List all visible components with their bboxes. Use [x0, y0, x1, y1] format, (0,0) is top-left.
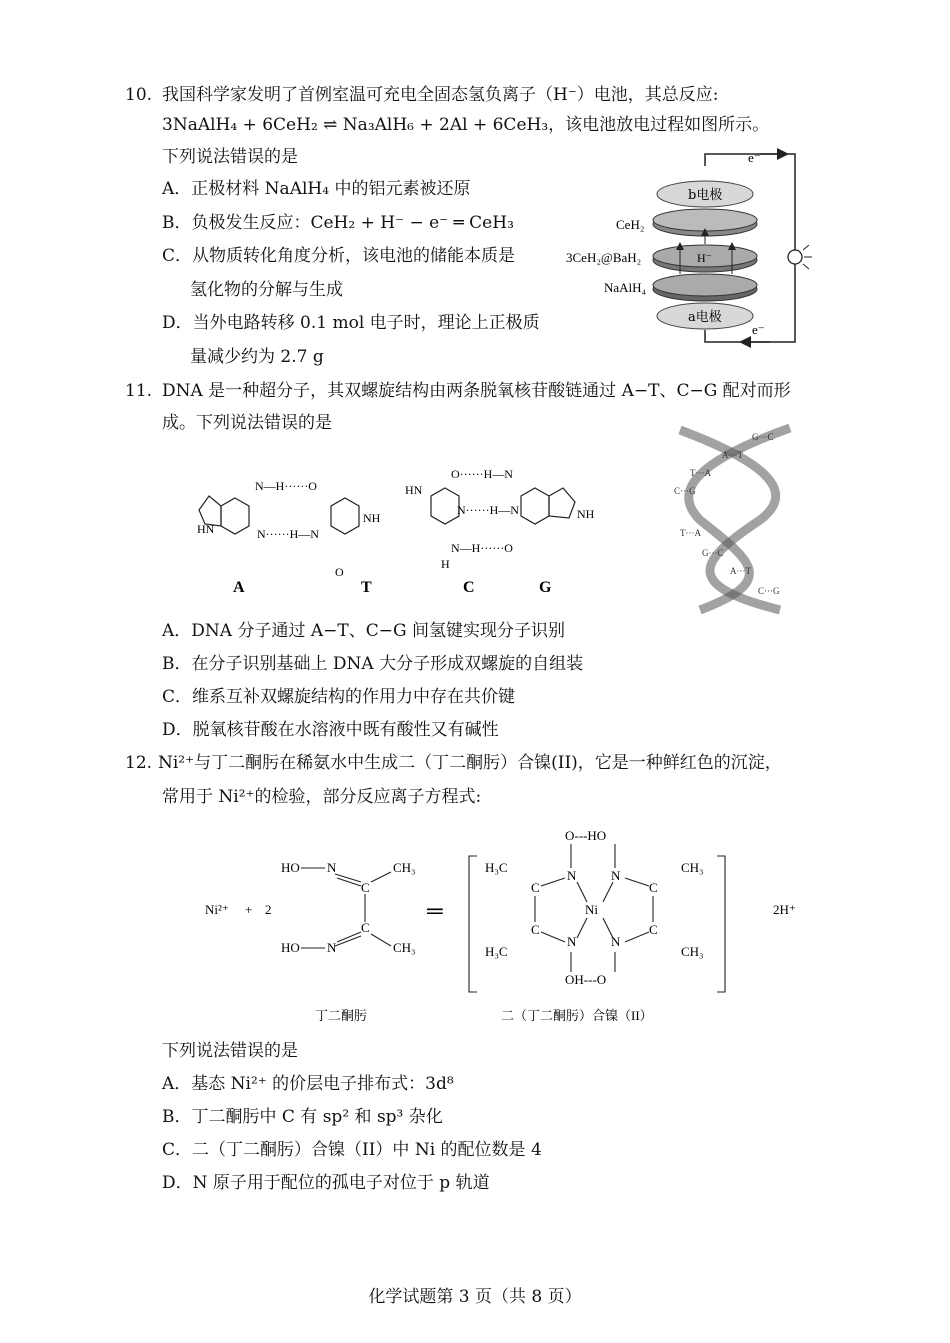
q11-stem-cont: 成。下列说法错误的是 — [162, 413, 332, 433]
q11-stem: DNA 是一种超分子，其双螺旋结构由两条脱氧核苷酸链通过 A−T、C−G 配对而形 — [162, 381, 791, 401]
helix-pair: T···A — [680, 528, 701, 538]
b-electrode-label: b电极 — [688, 188, 723, 203]
complex-n-bl: N — [567, 934, 577, 949]
q10-option-b: B．负极发生反应：CeH₂ + H⁻ − e⁻ ═ CeH₃ — [162, 213, 514, 233]
c-h-label: H — [441, 557, 450, 571]
dmg-ho-top: HO — [281, 860, 300, 875]
a-hn-label: HN — [197, 522, 215, 536]
hydride-ion-label: H⁻ — [697, 251, 712, 265]
q10-stem: 我国科学家发明了首例室温可充电全固态氢负离子（H⁻）电池，其总反应: — [162, 85, 719, 105]
plus-sign: + — [245, 902, 253, 917]
a-bottom-hbond: N······H—N — [257, 527, 319, 541]
complex-n-tr: N — [611, 868, 621, 883]
q10-number: 10. — [125, 85, 153, 105]
lightbulb-icon — [788, 245, 812, 269]
dmg-ho-bottom: HO — [281, 940, 300, 955]
q11-option-a: A．DNA 分子通过 A−T、C−G 间氢键实现分子识别 — [162, 621, 565, 641]
base-pair-structures — [195, 448, 615, 608]
helix-pair: A···T — [722, 450, 743, 460]
battery-diagram — [560, 142, 820, 357]
q12-option-d: D．N 原子用于配位的孤电子对位于 p 轨道 — [162, 1173, 490, 1193]
q12-stem-cont: 常用于 Ni²⁺的检验，部分反应离子方程式: — [162, 787, 482, 807]
q12-prompt: 下列说法错误的是 — [162, 1041, 298, 1061]
cg-top-hbond: O······H—N — [451, 467, 513, 481]
label-t: T — [361, 579, 372, 596]
complex-ni: Ni — [585, 902, 598, 917]
naalh4-label: NaAlH₄ — [604, 280, 647, 295]
nickel-reaction-equation — [195, 822, 815, 1032]
q10-option-c: C．从物质转化角度分析，该电池的储能本质是 — [162, 246, 516, 266]
dna-helix-image — [660, 420, 810, 615]
dmg-ch3-bottom: CH₃ — [393, 940, 416, 955]
complex-h3c-top: H₃C — [485, 860, 508, 875]
complex-c-bl: C — [531, 922, 540, 937]
dmg-label: 丁二酮肟 — [315, 1008, 368, 1023]
q12-stem: Ni²⁺与丁二酮肟在稀氨水中生成二（丁二酮肟）合镍(II)，它是一种鲜红色的沉淀， — [158, 753, 782, 773]
complex-ch3-top: CH₃ — [681, 860, 704, 875]
helix-pair: A···T — [730, 566, 751, 576]
page-footer: 化学试题第 3 页（共 8 页） — [368, 1287, 582, 1307]
a-electrode-label: a电极 — [688, 310, 722, 325]
complex-o-ho: O---HO — [565, 828, 607, 843]
complex-n-br: N — [611, 934, 621, 949]
q12-number: 12. — [125, 753, 153, 773]
coefficient: 2 — [265, 902, 272, 917]
q10-option-d-cont: 量减少约为 2.7 g — [190, 347, 324, 367]
helix-pair: C···G — [674, 486, 696, 496]
label-g: G — [539, 579, 552, 596]
product-protons: 2H⁺ — [773, 902, 796, 917]
q10-reaction: 3NaAlH₄ + 6CeH₂ ⇌ Na₃AlH₆ + 2Al + 6CeH₃，该电池放电过程如图所示。 — [162, 115, 770, 135]
dmg-n-bottom: N — [327, 940, 337, 955]
q12-option-a: A．基态 Ni²⁺ 的价层电子排布式：3d⁸ — [162, 1074, 454, 1094]
dmg-c-bottom: C — [361, 920, 370, 935]
complex-ch3-bottom: CH₃ — [681, 944, 704, 959]
dmg-ch3-top: CH₃ — [393, 860, 416, 875]
t-nh-label: NH — [363, 511, 381, 525]
helix-pair: C···G — [758, 586, 780, 596]
ni-ion: Ni²⁺ — [205, 902, 229, 917]
ceh2-label: CeH₂ — [616, 217, 645, 232]
complex-c-tl: C — [531, 880, 540, 895]
q11-option-b: B．在分子识别基础上 DNA 大分子形成双螺旋的自组装 — [162, 654, 584, 674]
c-hn-label: HN — [405, 483, 423, 497]
complex-c-br: C — [649, 922, 658, 937]
electron-bottom-label: e⁻ — [752, 322, 765, 337]
equals-sign: ═ — [427, 898, 443, 923]
q11-number: 11. — [125, 381, 153, 401]
adenine-ring — [221, 498, 249, 534]
dmg-n-top: N — [327, 860, 337, 875]
helix-pair: G···C — [752, 432, 774, 442]
q10-prompt: 下列说法错误的是 — [162, 147, 298, 167]
q10-option-d: D．当外电路转移 0.1 mol 电子时，理论上正极质 — [162, 313, 540, 333]
ceh2-bah2-label: 3CeH₂@BaH₂ — [566, 250, 642, 265]
cg-bottom-hbond: N—H······O — [451, 541, 513, 555]
label-a: A — [233, 579, 245, 596]
q12-option-b: B．丁二酮肟中 C 有 sp² 和 sp³ 杂化 — [162, 1107, 443, 1127]
electron-top-label: e⁻ — [748, 150, 761, 165]
q10-option-a: A．正极材料 NaAlH₄ 中的铝元素被还原 — [162, 179, 471, 199]
cg-middle-hbond: N······H—N — [457, 503, 519, 517]
complex-h3c-bottom: H₃C — [485, 944, 508, 959]
g-nh-label: NH — [577, 507, 595, 521]
q11-option-c: C．维系互补双螺旋结构的作用力中存在共价键 — [162, 687, 516, 707]
helix-pair: G···C — [702, 548, 724, 558]
helix-pair: T···A — [690, 468, 711, 478]
q11-option-d: D．脱氧核苷酸在水溶液中既有酸性又有碱性 — [162, 720, 499, 740]
complex-label: 二（丁二酮肟）合镍（II） — [501, 1008, 653, 1023]
complex-c-tr: C — [649, 880, 658, 895]
q12-option-c: C．二（丁二酮肟）合镍（II）中 Ni 的配位数是 4 — [162, 1140, 542, 1160]
complex-n-tl: N — [567, 868, 577, 883]
label-c: C — [463, 579, 475, 596]
t-o-label: O — [335, 565, 344, 579]
dmg-c-top: C — [361, 880, 370, 895]
a-top-hbond: N—H······O — [255, 479, 317, 493]
q10-option-c-cont: 氢化物的分解与生成 — [190, 280, 343, 300]
complex-oh-o: OH---O — [565, 972, 607, 987]
